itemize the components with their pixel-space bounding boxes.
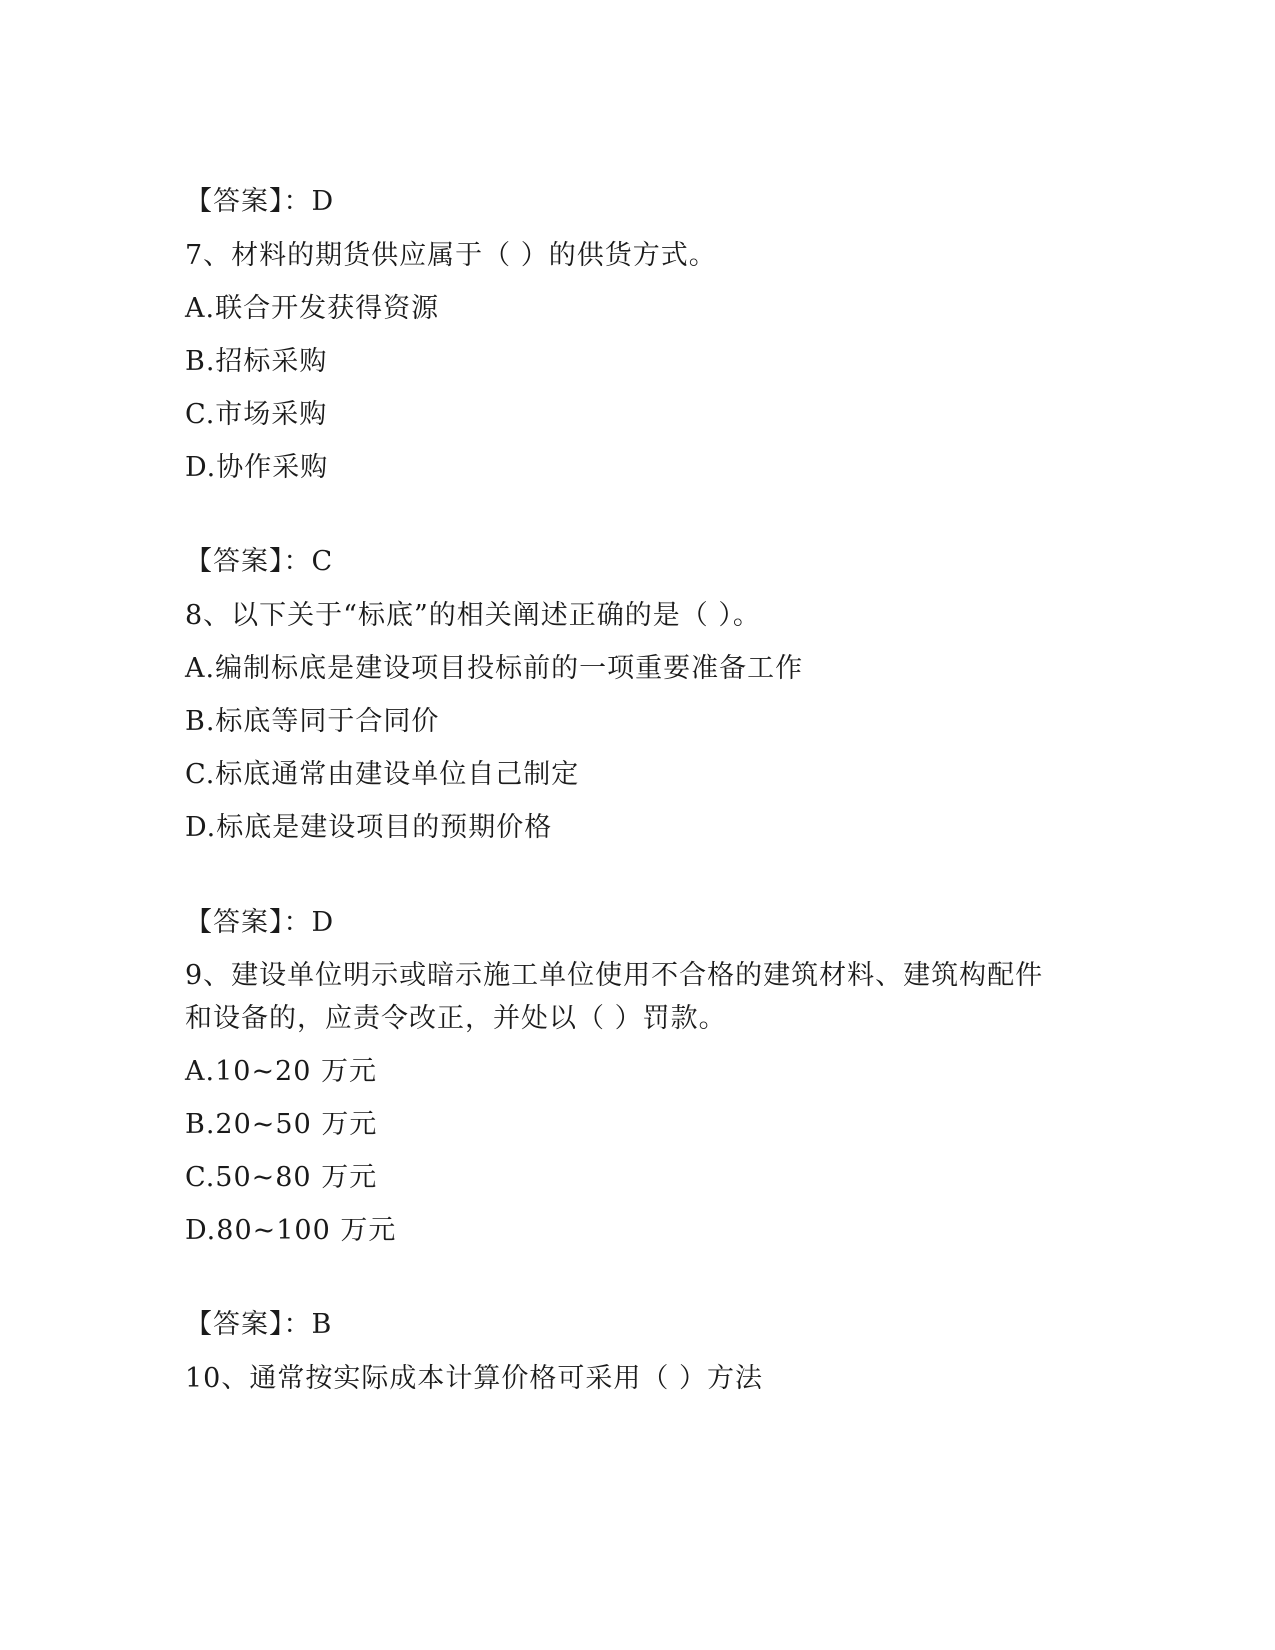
question-10: 10、通常按实际成本计算价格可采用（ ）方法 <box>185 1363 763 1394</box>
answer-q7: 【答案】：C <box>185 546 334 577</box>
question-8: 8、以下关于“标底”的相关阐述正确的是（ ）。 <box>185 600 761 631</box>
question-7-option-c: C.市场采购 <box>185 399 328 430</box>
question-9-option-b: B.20~50 万元 <box>185 1109 378 1140</box>
question-9-line-1: 9、建设单位明示或暗示施工单位使用不合格的建筑材料、建筑构配件 <box>185 960 1044 991</box>
question-9-line-2: 和设备的，应责令改正，并处以（ ）罚款。 <box>185 1003 727 1034</box>
question-8-option-a: A.编制标底是建设项目投标前的一项重要准备工作 <box>185 653 804 684</box>
question-9-option-c: C.50~80 万元 <box>185 1162 378 1193</box>
question-9-option-d: D.80~100 万元 <box>185 1215 397 1246</box>
question-8-option-c: C.标底通常由建设单位自己制定 <box>185 759 580 790</box>
answer-q8: 【答案】：D <box>185 907 335 938</box>
answer-q9: 【答案】：B <box>185 1309 333 1340</box>
answer-q6: 【答案】：D <box>185 186 335 217</box>
question-7-option-b: B.招标采购 <box>185 346 328 377</box>
question-7-option-d: D.协作采购 <box>185 452 329 483</box>
question-7: 7、材料的期货供应属于（ ）的供货方式。 <box>185 240 717 271</box>
question-8-option-b: B.标底等同于合同价 <box>185 706 440 737</box>
question-8-option-d: D.标底是建设项目的预期价格 <box>185 812 553 843</box>
question-7-option-a: A.联合开发获得资源 <box>185 293 440 324</box>
question-9-option-a: A.10~20 万元 <box>185 1056 377 1087</box>
